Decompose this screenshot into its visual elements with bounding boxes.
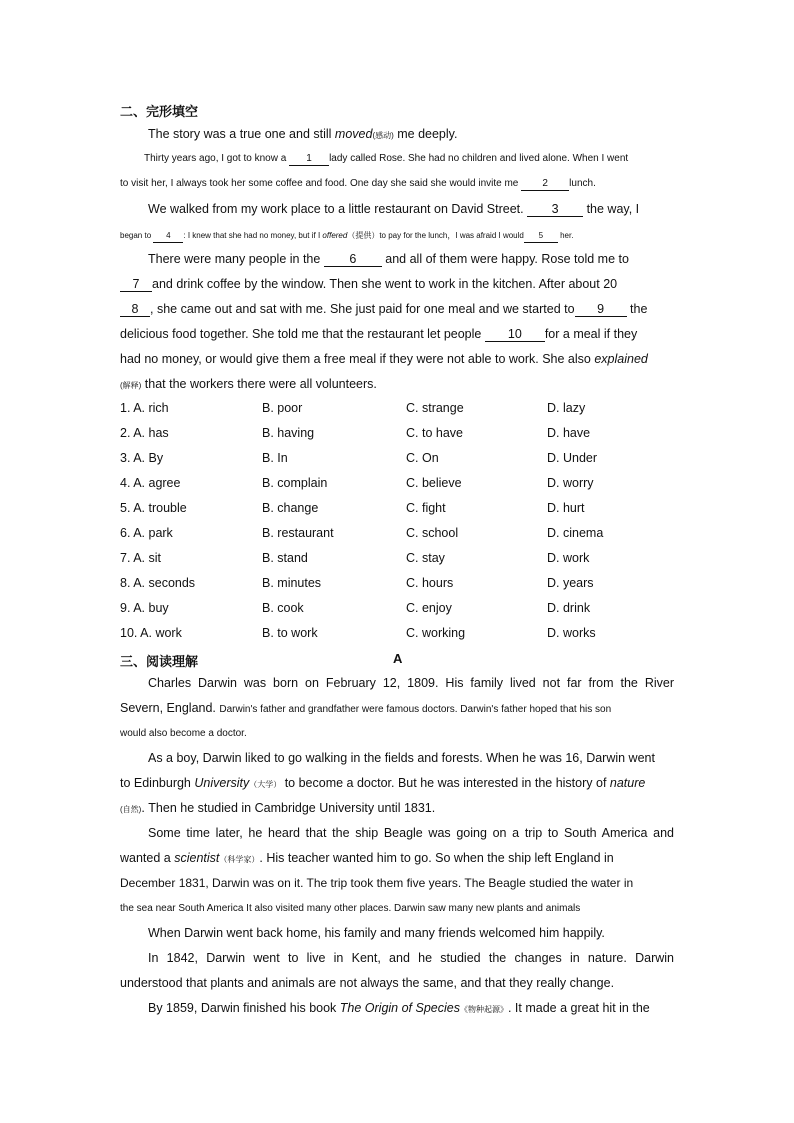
section-heading-reading: 三、阅读理解: [120, 654, 199, 669]
intro-text: The story was a true one and still: [148, 127, 335, 141]
cloze-p3-line6: [120, 376, 674, 394]
text: . It made a great hit in the: [507, 1001, 650, 1015]
question-option-d[interactable]: D. cinema: [547, 526, 604, 540]
text: lady called Rose. She had no children and lived alone. When I went: [329, 153, 629, 164]
note: (自然): [120, 805, 142, 814]
emphasis: University: [194, 776, 250, 790]
blank-8[interactable]: 8: [120, 303, 150, 317]
emphasis: scientist: [174, 851, 220, 865]
text: There were many people in the: [148, 252, 324, 266]
emphasis: nature: [609, 776, 646, 790]
blank-6[interactable]: 6: [324, 253, 382, 267]
question-option-b[interactable]: B. restaurant: [262, 526, 334, 540]
text: the: [626, 302, 648, 316]
text: delicious food together. She told me that the restaurant let people: [120, 327, 485, 341]
question-option-c[interactable]: C. stay: [406, 551, 445, 565]
question-option-a[interactable]: 1. A. rich: [120, 401, 169, 415]
text: her.: [557, 231, 574, 240]
text: and all of them were happy. Rose told me to: [381, 252, 629, 266]
question-option-a[interactable]: 7. A. sit: [120, 551, 161, 565]
reading-p5-line2: understood that plants and animals are not always the same, and that they really change.: [120, 976, 615, 990]
cloze-p3-line5: [120, 351, 674, 367]
text: and drink coffee by the window. Then she went to work in the kitchen. After about 20: [152, 277, 618, 291]
cloze-p1-line2: [120, 176, 674, 192]
reading-p1-line3: would also become a doctor.: [120, 728, 247, 739]
question-option-b[interactable]: B. minutes: [262, 576, 322, 590]
note: 《物种起源》: [459, 1005, 508, 1014]
question-option-c[interactable]: C. enjoy: [406, 601, 452, 615]
question-option-d[interactable]: D. have: [547, 426, 591, 440]
reading-p1-line1: Charles Darwin was born on February 12, 1809. His family lived not far from the River: [148, 676, 674, 690]
text: that the workers there were all volunteers.: [141, 377, 377, 391]
intro-note: (感动): [372, 131, 394, 140]
cloze-p1-line1: [144, 151, 674, 167]
reading-p5-line1: In 1842, Darwin went to live in Kent, and he studied the changes in nature. Darwin: [148, 951, 674, 965]
cloze-intro: [148, 126, 674, 144]
question-option-c[interactable]: C. school: [406, 526, 459, 540]
question-option-b[interactable]: B. In: [262, 451, 288, 465]
question-option-a[interactable]: 8. A. seconds: [120, 576, 196, 590]
question-option-c[interactable]: C. working: [406, 626, 466, 640]
text: to Edinburgh: [120, 776, 195, 790]
cloze-p3-line4: [120, 326, 674, 342]
question-option-d[interactable]: D. work: [547, 551, 590, 565]
question-option-c[interactable]: C. fight: [406, 501, 446, 515]
text: wanted a: [120, 851, 175, 865]
question-option-b[interactable]: B. stand: [262, 551, 308, 565]
question-option-b[interactable]: B. poor: [262, 401, 303, 415]
question-option-d[interactable]: D. hurt: [547, 501, 585, 515]
question-option-d[interactable]: D. works: [547, 626, 596, 640]
question-option-d[interactable]: D. years: [547, 576, 594, 590]
reading-p1-line2: [120, 700, 674, 718]
text: lunch.: [569, 178, 596, 189]
blank-7[interactable]: 7: [120, 278, 152, 292]
note: （大学）: [249, 780, 282, 789]
cloze-p2-line2: [120, 228, 674, 244]
question-option-a[interactable]: 10. A. work: [120, 626, 182, 640]
question-option-a[interactable]: 3. A. By: [120, 451, 164, 465]
question-option-b[interactable]: B. having: [262, 426, 315, 440]
cloze-p3-line3: [120, 301, 674, 317]
question-option-a[interactable]: 6. A. park: [120, 526, 173, 540]
text: . Then he studied in Cambridge University until 1831.: [141, 801, 436, 815]
question-option-b[interactable]: B. to work: [262, 626, 318, 640]
text: , she came out and sat with me. She just paid for one meal and we started to: [150, 302, 575, 316]
note: （科学家）: [219, 855, 260, 864]
question-option-a[interactable]: 2. A. has: [120, 426, 169, 440]
question-option-c[interactable]: C. hours: [406, 576, 454, 590]
text: had no money, or would give them a free meal if they were not able to work. She also: [120, 352, 595, 366]
reading-p3-line1: Some time later, he heard that the ship Beagle was going on a trip to South America and: [148, 826, 674, 840]
blank-5[interactable]: 5: [524, 229, 558, 243]
intro-text-end: me deeply.: [393, 127, 458, 141]
question-option-d[interactable]: D. lazy: [547, 401, 586, 415]
question-option-d[interactable]: D. drink: [547, 601, 591, 615]
question-option-c[interactable]: C. strange: [406, 401, 464, 415]
question-option-a[interactable]: 4. A. agree: [120, 476, 181, 490]
blank-2[interactable]: 2: [521, 177, 569, 191]
text: to become a doctor. But he was interested in the history of: [281, 776, 610, 790]
emphasis: offered: [322, 231, 348, 240]
question-option-a[interactable]: 9. A. buy: [120, 601, 169, 615]
blank-4[interactable]: 4: [153, 229, 183, 243]
question-option-d[interactable]: D. Under: [547, 451, 598, 465]
text: for a meal if they: [544, 327, 638, 341]
blank-1[interactable]: 1: [289, 152, 329, 166]
text: to visit her, I always took her some coffee and food. One day she said she would invite me: [120, 178, 522, 189]
text: （提供）to pay for the lunch，I was afraid I would: [347, 231, 524, 240]
text: By 1859, Darwin finished his book: [148, 1001, 340, 1015]
question-option-b[interactable]: B. complain: [262, 476, 328, 490]
question-option-c[interactable]: C. On: [406, 451, 439, 465]
text: Thirty years ago, I got to know a: [144, 153, 290, 164]
question-option-b[interactable]: B. change: [262, 501, 319, 515]
section-heading-cloze: 二、完形填空: [120, 104, 199, 119]
reading-p4: When Darwin went back home, his family and many friends welcomed him happily.: [148, 926, 605, 940]
passage-label: A: [393, 651, 403, 666]
text: . His teacher wanted him to go. So when the ship left England in: [259, 851, 614, 865]
reading-p2-line1: As a boy, Darwin liked to go walking in the fields and forests. When he was 16, Darwin went: [148, 751, 655, 765]
question-option-c[interactable]: C. believe: [406, 476, 462, 490]
book-title: The Origin of Species: [339, 1001, 460, 1015]
reading-p3-line4: the sea near South America It also visited many other places. Darwin saw many new plants and animals: [120, 903, 581, 914]
text: Severn, England.: [120, 701, 220, 715]
reading-p6-line1: [148, 1000, 674, 1018]
question-option-a[interactable]: 5. A. trouble: [120, 501, 187, 515]
text: Darwin's father and grandfather were famous doctors. Darwin's father hoped that his son: [219, 704, 612, 715]
text: We walked from my work place to a little restaurant on David Street.: [148, 202, 528, 216]
blank-10[interactable]: 10: [485, 328, 545, 342]
question-option-d[interactable]: D. worry: [547, 476, 594, 490]
cloze-p2-line1: [148, 201, 674, 217]
text: : I knew that she had no money, but if I: [183, 231, 323, 240]
reading-p2-line2: [120, 775, 674, 793]
question-option-b[interactable]: B. cook: [262, 601, 304, 615]
reading-p3-line3: December 1831, Darwin was on it. The trip took them five years. The Beagle studied the water in: [120, 876, 634, 890]
reading-p3-line2: [120, 850, 674, 868]
emphasis: explained: [594, 352, 648, 366]
cloze-p3-line2: [120, 276, 674, 292]
text: began to: [120, 231, 154, 240]
cloze-p3-line1: [148, 251, 674, 267]
question-option-c[interactable]: C. to have: [406, 426, 463, 440]
blank-9[interactable]: 9: [575, 303, 627, 317]
intro-emphasis: moved: [334, 127, 373, 141]
note: (解释): [120, 381, 142, 390]
reading-p2-line3: [120, 800, 674, 818]
blank-3[interactable]: 3: [527, 203, 583, 217]
text: the way, I: [583, 202, 640, 216]
